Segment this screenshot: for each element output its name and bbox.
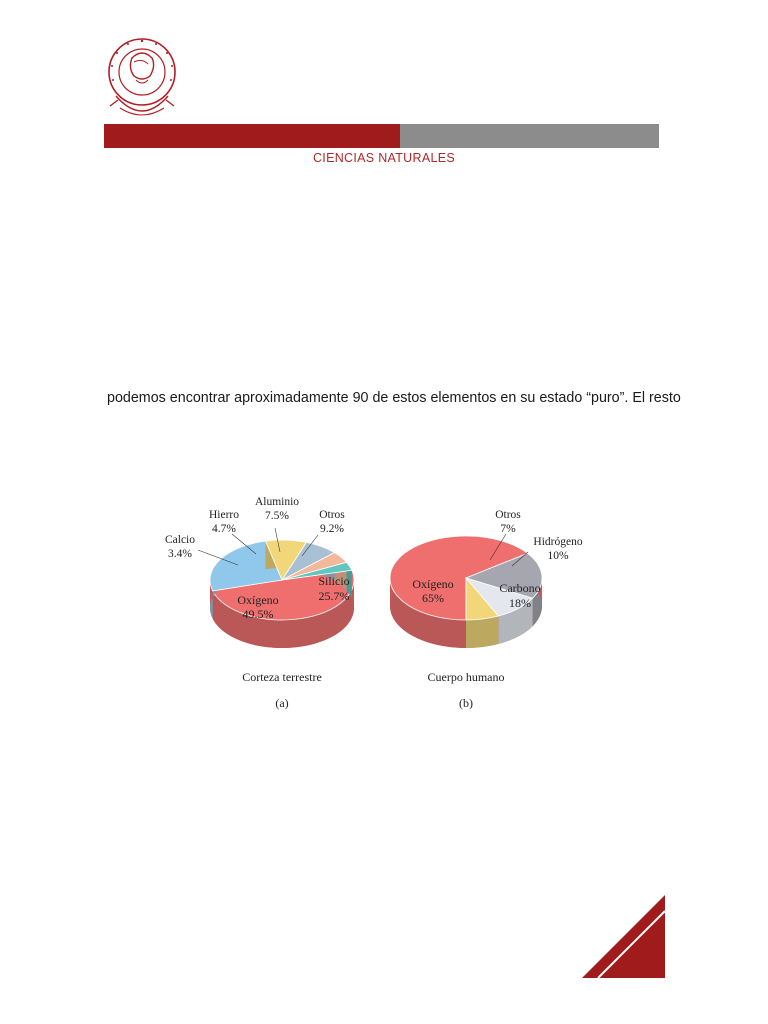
label-hierro: Hierro <box>208 509 240 521</box>
value-carbono: 18% <box>509 596 531 610</box>
label-calcio: Calcio <box>164 534 196 546</box>
cuerpo-slice-side-3 <box>466 616 498 648</box>
label-aluminio: Aluminio <box>254 496 300 508</box>
value-hierro: 4.7% <box>212 523 236 535</box>
value-aluminio: 7.5% <box>265 510 289 522</box>
value-oxigeno-b: 65% <box>422 591 444 605</box>
panel-label-a: (a) <box>275 696 289 710</box>
label-oxigeno-a: Oxígeno <box>237 593 279 607</box>
value-oxigeno-a: 49.5% <box>242 607 274 621</box>
value-silicio: 25.7% <box>318 589 350 603</box>
value-otros-a: 9.2% <box>320 523 344 535</box>
element-abundance-figure <box>150 490 610 720</box>
value-calcio: 3.4% <box>168 548 192 560</box>
university-seal-logo <box>106 36 178 118</box>
value-otros-b: 7% <box>500 523 516 535</box>
body-paragraph: podemos encontrar aproximadamente 90 de estos elementos en su estado “puro”. El resto <box>107 390 681 406</box>
corner-decoration <box>580 880 670 980</box>
label-oxigeno-b: Oxígeno <box>412 577 454 591</box>
header-bar-red <box>104 124 400 148</box>
title-cuerpo: Cuerpo humano <box>427 670 505 684</box>
label-otros-b: Otros <box>495 509 521 521</box>
label-hidrogeno: Hidrógeno <box>533 536 583 548</box>
label-otros-a: Otros <box>319 509 345 521</box>
label-carbono: Carbono <box>499 581 541 595</box>
panel-label-b: (b) <box>459 696 473 710</box>
value-hidrogeno: 10% <box>547 550 569 562</box>
section-title: CIENCIAS NATURALES <box>312 151 455 165</box>
title-corteza: Corteza terrestre <box>242 670 322 684</box>
label-silicio: Silicio <box>318 574 350 588</box>
header-bar-gray <box>400 124 659 148</box>
